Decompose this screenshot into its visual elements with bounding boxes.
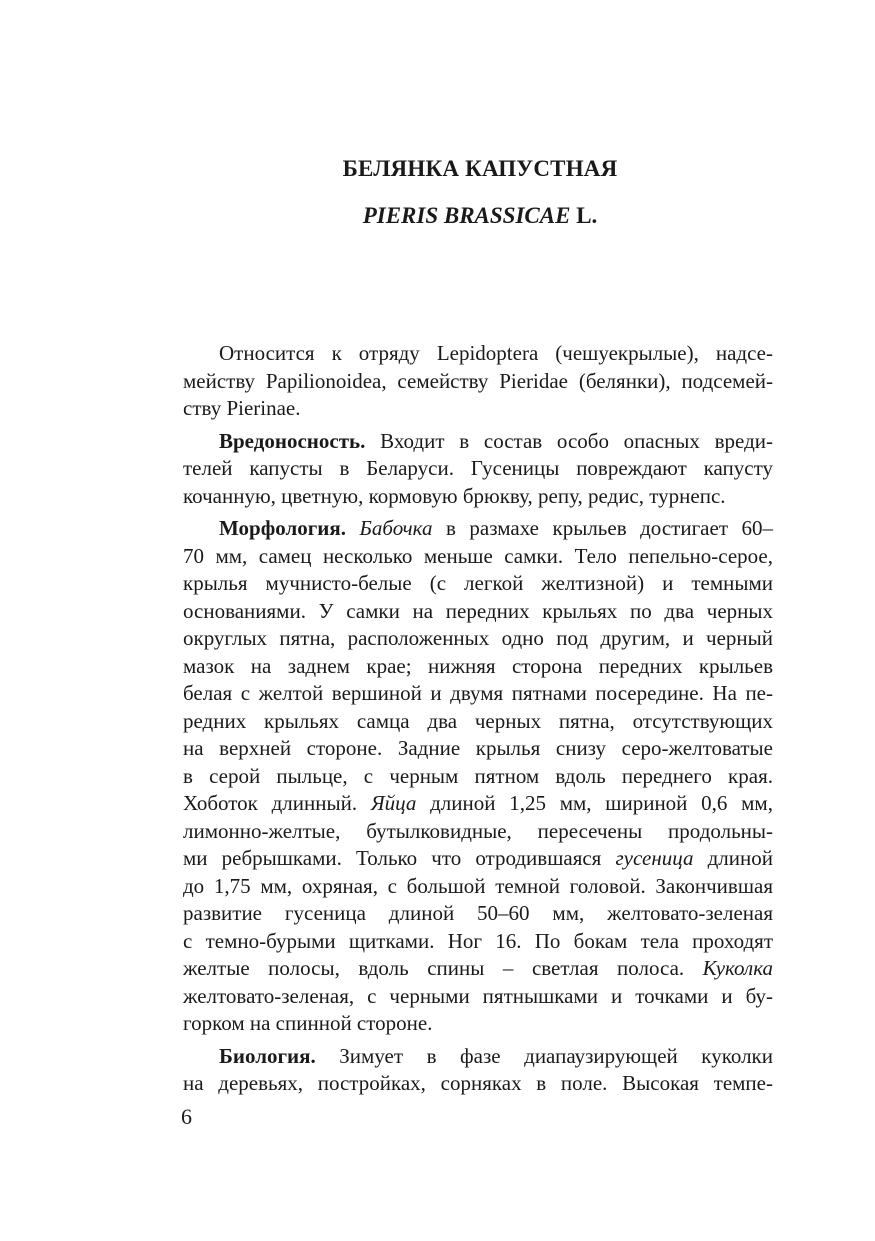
section-heading: Морфология. bbox=[219, 516, 347, 540]
page-number: 6 bbox=[181, 1104, 192, 1129]
paragraph-line: желтовато-зеленая, с черными пятнышками и точками и бу- bbox=[183, 983, 773, 1008]
page-title: БЕЛЯНКА КАПУСТНАЯ bbox=[342, 156, 618, 181]
paragraph-line: с темно-бурыми щитками. Ног 16. По бокам тела проходят bbox=[183, 928, 773, 953]
paragraph-line: лимонно-желтые, бутылковидные, пересечены продольны- bbox=[183, 818, 773, 843]
paragraph-line: до 1,75 мм, охряная, с большой темной головой. Закончившая bbox=[183, 873, 773, 898]
section-heading: Биология. bbox=[219, 1043, 316, 1068]
term: Бабочка bbox=[359, 516, 433, 540]
line-text: Входит в состав особо опасных вреди- bbox=[365, 428, 773, 453]
paragraph-line: 70 мм, самец несколько меньше самки. Тело пепельно-серое, bbox=[183, 543, 773, 568]
body-text bbox=[183, 340, 773, 1098]
line-text: желтые полосы, вдоль спины – светлая полоса. bbox=[183, 956, 703, 980]
paragraph-line bbox=[183, 790, 773, 818]
paragraph-line: мейству Papilionoidea, семейству Pieridae (белянки), подсемей- bbox=[183, 368, 773, 393]
paragraph-line: основаниями. У самки на передних крыльях по два черных bbox=[183, 598, 773, 623]
line-text: Зимует в фазе диапаузирующей куколки bbox=[315, 1043, 773, 1068]
line-text: длиной 1,25 мм, шириной 0,6 мм, bbox=[416, 791, 773, 815]
paragraph-line bbox=[183, 1043, 773, 1071]
latin-species: PIERIS BRASSICAE bbox=[362, 203, 571, 228]
line-text: Хоботок длинный. bbox=[183, 791, 371, 815]
term: Куколка bbox=[702, 956, 773, 980]
paragraph-line: крылья мучнисто-белые (с легкой желтизной) и темными bbox=[183, 571, 773, 595]
paragraph-line: ству Pierinae. bbox=[183, 396, 301, 420]
paragraph-line: на деревьях, постройках, сорняках в поле. Высокая темпе- bbox=[183, 1071, 773, 1095]
paragraph-line bbox=[183, 515, 773, 543]
paragraph-line: Относится к отряду Lepidoptera (чешуекрылые), надсе- bbox=[219, 341, 773, 365]
line-text: ми ребрышками. Только что отродившаяся bbox=[183, 846, 616, 870]
line-text: в размахе крыльев достигает 60– bbox=[432, 516, 774, 540]
paragraph-line: редних крыльях самца два черных пятна, отсутствующих bbox=[183, 708, 773, 733]
paragraph-line: горком на спинной стороне. bbox=[183, 1011, 433, 1035]
section-heading: Вредоносность. bbox=[219, 428, 366, 453]
term: Яйца bbox=[370, 791, 417, 815]
paragraph-line bbox=[183, 955, 773, 983]
paragraph-line: телей капусты в Беларуси. Гусеницы повреждают капусту bbox=[183, 456, 773, 480]
paragraph-line: на верхней стороне. Задние крылья снизу серо-желтоватые bbox=[183, 736, 773, 760]
term: гусеница bbox=[615, 846, 694, 870]
paragraph-line: округлых пятна, расположенных одно под другим, и черный bbox=[183, 626, 773, 650]
latin-author: L. bbox=[576, 203, 598, 228]
latin-name bbox=[0, 203, 875, 229]
paragraph-line: кочанную, цветную, кормовую брюкву, репу, редис, турнепс. bbox=[183, 483, 726, 508]
paragraph-line: мазок на заднем крае; нижняя сторона передних крыльев bbox=[183, 653, 773, 678]
paragraph-line: в серой пыльце, с черным пятном вдоль переднего края. bbox=[183, 763, 773, 788]
paragraph-line: белая с желтой вершиной и двумя пятнами посередине. На пе- bbox=[183, 681, 773, 705]
paragraph-line bbox=[183, 428, 773, 456]
paragraph-line bbox=[183, 845, 773, 873]
paragraph-line: развитие гусеница длиной 50–60 мм, желтовато-зеленая bbox=[183, 901, 773, 925]
line-text: длиной bbox=[693, 846, 773, 870]
